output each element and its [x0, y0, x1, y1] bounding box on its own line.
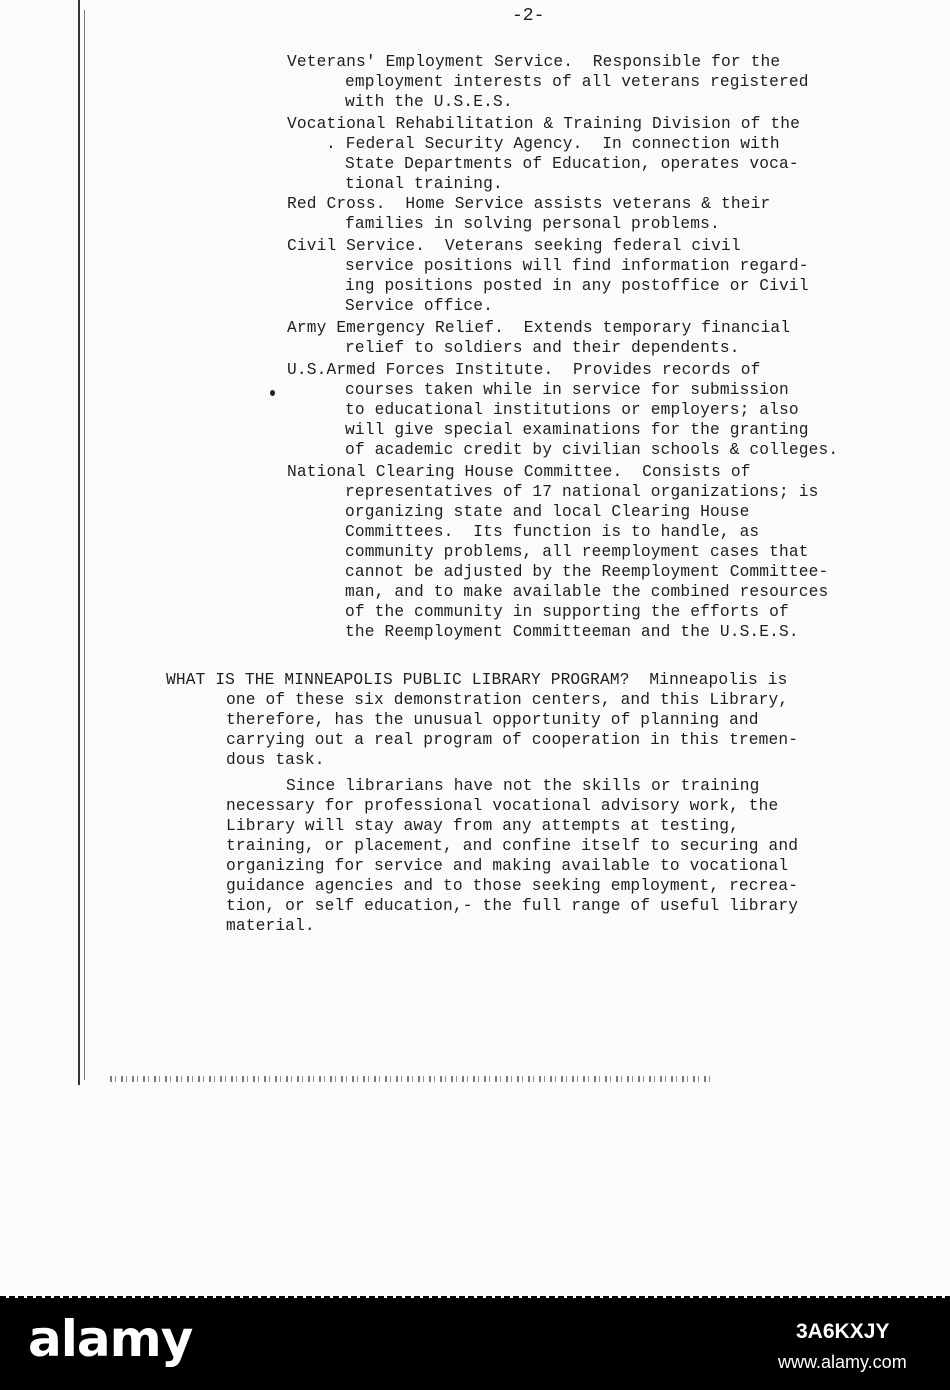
entry-line: courses taken while in service for submission — [345, 381, 789, 399]
entry-line: families in solving personal problems. — [345, 215, 720, 233]
paragraph-line: organizing for service and making available to vocational — [226, 857, 789, 875]
watermark-site-link[interactable]: www.alamy.com — [778, 1352, 907, 1372]
paragraph-line: Since librarians have not the skills or training — [286, 777, 760, 795]
paragraph-line: material. — [226, 917, 315, 935]
entry-line: relief to soldiers and their dependents. — [345, 339, 740, 357]
paragraph-line: Library will stay away from any attempts at testing, — [226, 817, 739, 835]
entry-line: cannot be adjusted by the Reemployment Committee- — [345, 563, 829, 581]
binding-line — [78, 0, 80, 1085]
entry-heading-line: Vocational Rehabilitation & Training Division of the — [287, 115, 800, 133]
entry-line: State Departments of Education, operates voca- — [345, 155, 799, 173]
entry-heading-line: U.S.Armed Forces Institute. Provides records of — [287, 361, 761, 379]
entry-line: tional training. — [345, 175, 503, 193]
entry-heading-line: Army Emergency Relief. Extends temporary financial — [287, 319, 791, 337]
entry-heading-line: Veterans' Employment Service. Responsible for the — [287, 53, 781, 71]
entry-line: community problems, all reemployment cases that — [345, 543, 809, 561]
program-line: one of these six demonstration centers, and this Library, — [226, 691, 789, 709]
paragraph-line: guidance agencies and to those seeking employment, recrea- — [226, 877, 799, 895]
entry-line: employment interests of all veterans registered — [345, 73, 809, 91]
entry-line: representatives of 17 national organizations; is — [345, 483, 819, 501]
program-line: dous task. — [226, 751, 325, 769]
entry-line: will give special examinations for the granting — [345, 421, 809, 439]
page-number: -2- — [512, 6, 545, 26]
watermark-image-id: 3A6KXJY — [796, 1320, 890, 1343]
entry-line: . Federal Security Agency. In connection with — [326, 135, 780, 153]
entry-line: of academic credit by civilian schools & colleges. — [345, 441, 839, 459]
entry-line: service positions will find information regard- — [345, 257, 809, 275]
entry-line: to educational institutions or employers; also — [345, 401, 799, 419]
entry-line: organizing state and local Clearing House — [345, 503, 750, 521]
entry-line: the Reemployment Committeeman and the U.S.E.S. — [345, 623, 799, 641]
scan-noise — [110, 1076, 710, 1082]
entry-line: man, and to make available the combined resources — [345, 583, 829, 601]
paragraph-line: tion, or self education,- the full range of useful library — [226, 897, 799, 915]
entry-line: ing positions posted in any postoffice or Civil — [345, 277, 809, 295]
program-line: carrying out a real program of cooperation in this tremen- — [226, 731, 799, 749]
entry-line: with the U.S.E.S. — [345, 93, 513, 111]
entry-line: Committees. Its function is to handle, as — [345, 523, 760, 541]
entry-heading-line: Red Cross. Home Service assists veterans & their — [287, 195, 771, 213]
binding-line-faint — [84, 10, 85, 1080]
entry-line: of the community in supporting the efforts of — [345, 603, 789, 621]
entry-heading-line: National Clearing House Committee. Consists of — [287, 463, 751, 481]
entry-line: Service office. — [345, 297, 493, 315]
entry-heading-line: Civil Service. Veterans seeking federal civil — [287, 237, 741, 255]
bullet-mark — [270, 390, 275, 396]
paragraph-line: training, or placement, and confine itself to securing and — [226, 837, 799, 855]
paragraph-line: necessary for professional vocational advisory work, the — [226, 797, 779, 815]
program-line: therefore, has the unusual opportunity of planning and — [226, 711, 759, 729]
watermark-logo: alamy — [28, 1310, 193, 1368]
program-heading-line: WHAT IS THE MINNEAPOLIS PUBLIC LIBRARY PROGRAM? Minneapolis is — [166, 671, 788, 689]
